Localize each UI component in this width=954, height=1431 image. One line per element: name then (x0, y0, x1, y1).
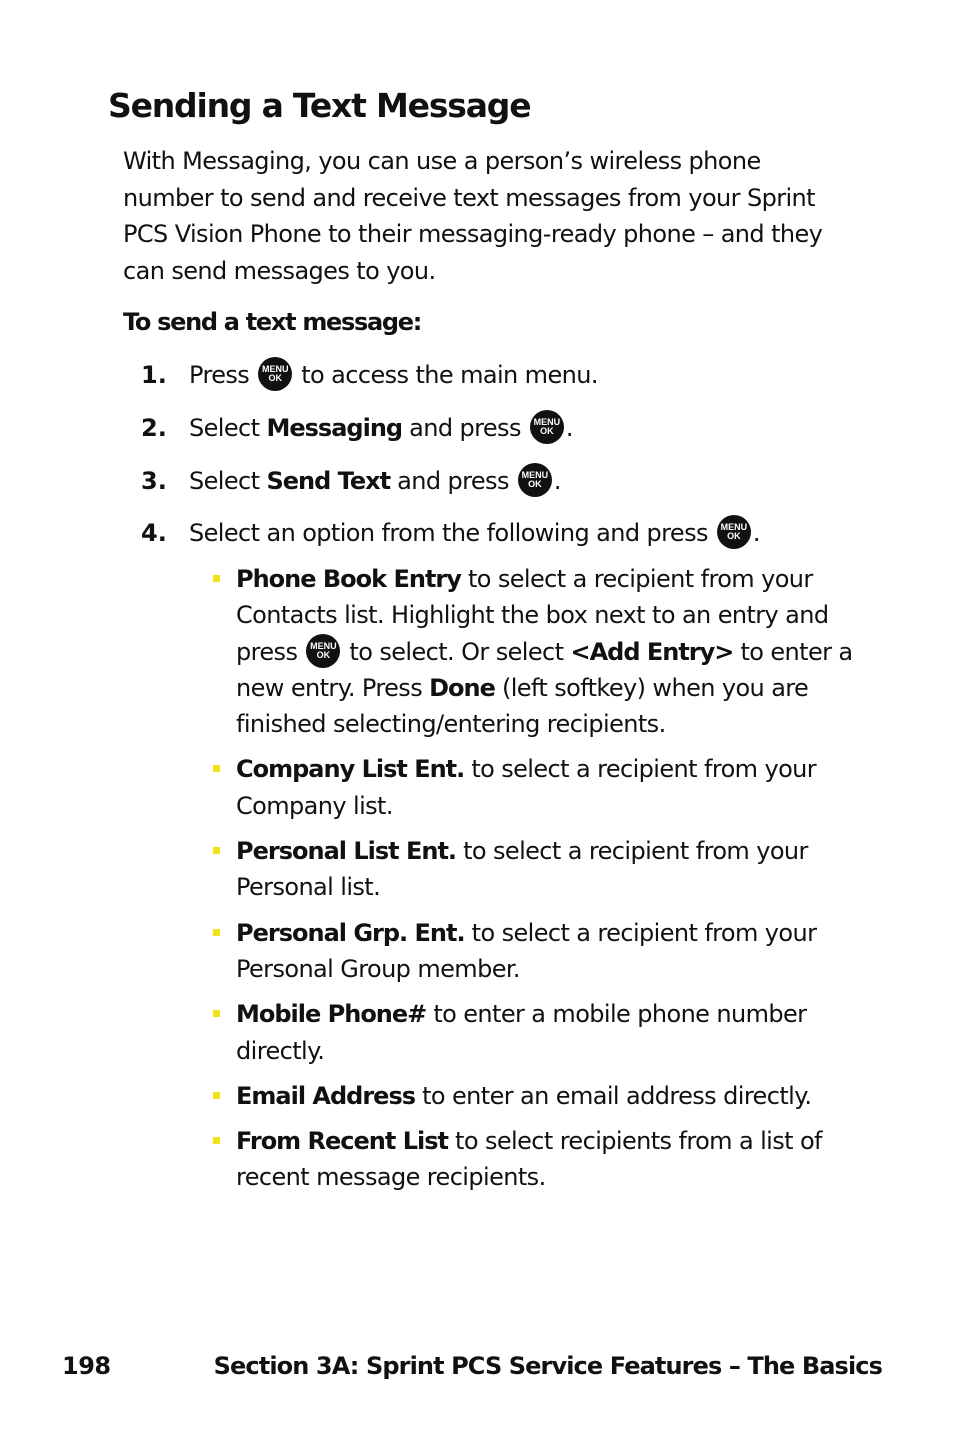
option-name: Email Address (236, 1081, 416, 1110)
option-personal-list-ent: Personal List Ent. to select a recipient from your Personal list. (213, 833, 853, 906)
step-number: 2. (141, 414, 167, 442)
step-number: 3. (141, 467, 167, 495)
step-text: Press MENU OK to access the main menu. (189, 358, 598, 393)
section-footer: Section 3A: Sprint PCS Service Features – The Basics (213, 1352, 882, 1380)
menu-ok-key-icon: MENU OK (530, 410, 564, 444)
bullet-icon (213, 575, 220, 582)
menu-ok-key-icon: MENU OK (306, 634, 340, 668)
bullet-icon (213, 1092, 220, 1099)
option-phone-book-entry: Phone Book Entry to select a recipient from your Contacts list. Highlight the box next to an entry and press MENU OK to select. Or select <Add Entry> to enter a new entry. Press Done (left softkey) when you are finished selecting/entering recipients. (213, 561, 853, 742)
menu-ok-key-icon: MENU OK (518, 463, 552, 497)
option-name: Phone Book Entry (236, 565, 461, 593)
option-name: From Recent List (236, 1127, 448, 1156)
step-text: Select an option from the following and press MENU OK . (189, 516, 760, 551)
option-from-recent-list: From Recent List to select recipients from a list of recent message recipients. (213, 1123, 853, 1196)
step-text: Select Messaging and press MENU OK . (189, 411, 573, 446)
menu-item-name: Messaging (266, 414, 403, 442)
option-personal-grp-ent: Personal Grp. Ent. to select a recipient from your Personal Group member. (213, 915, 853, 988)
intro-paragraph: With Messaging, you can use a person’s wireless phone number to send and receive text messages from your Sprint PCS Vision Phone to their messaging-ready phone – and they can send messages to you. (123, 147, 823, 285)
option-name: Personal List Ent. (236, 837, 457, 866)
option-company-list-ent: Company List Ent. to select a recipient from your Company list. (213, 751, 853, 824)
step-text: Select Send Text and press MENU OK . (189, 464, 561, 499)
page-number: 198 (62, 1352, 111, 1380)
option-mobile-phone: Mobile Phone# to enter a mobile phone number directly. (213, 996, 853, 1069)
menu-item-name: Send Text (266, 467, 391, 495)
page-title: Sending a Text Message (108, 86, 531, 125)
bullet-icon (213, 1137, 220, 1144)
menu-ok-key-icon: MENU OK (717, 515, 751, 549)
option-name: Mobile Phone# (236, 1000, 427, 1029)
bullet-icon (213, 929, 220, 936)
option-name: Company List Ent. (236, 755, 465, 784)
menu-ok-key-icon: MENU OK (258, 357, 292, 391)
step-number: 1. (141, 361, 167, 389)
bullet-icon (213, 1010, 220, 1017)
option-list (213, 561, 853, 1205)
option-email-address: Email Address to enter an email address directly. (213, 1078, 853, 1114)
bullet-icon (213, 847, 220, 854)
option-name: Personal Grp. Ent. (236, 918, 465, 947)
step-number: 4. (141, 519, 167, 547)
procedure-lead: To send a text message: (123, 308, 422, 336)
bullet-icon (213, 765, 220, 772)
